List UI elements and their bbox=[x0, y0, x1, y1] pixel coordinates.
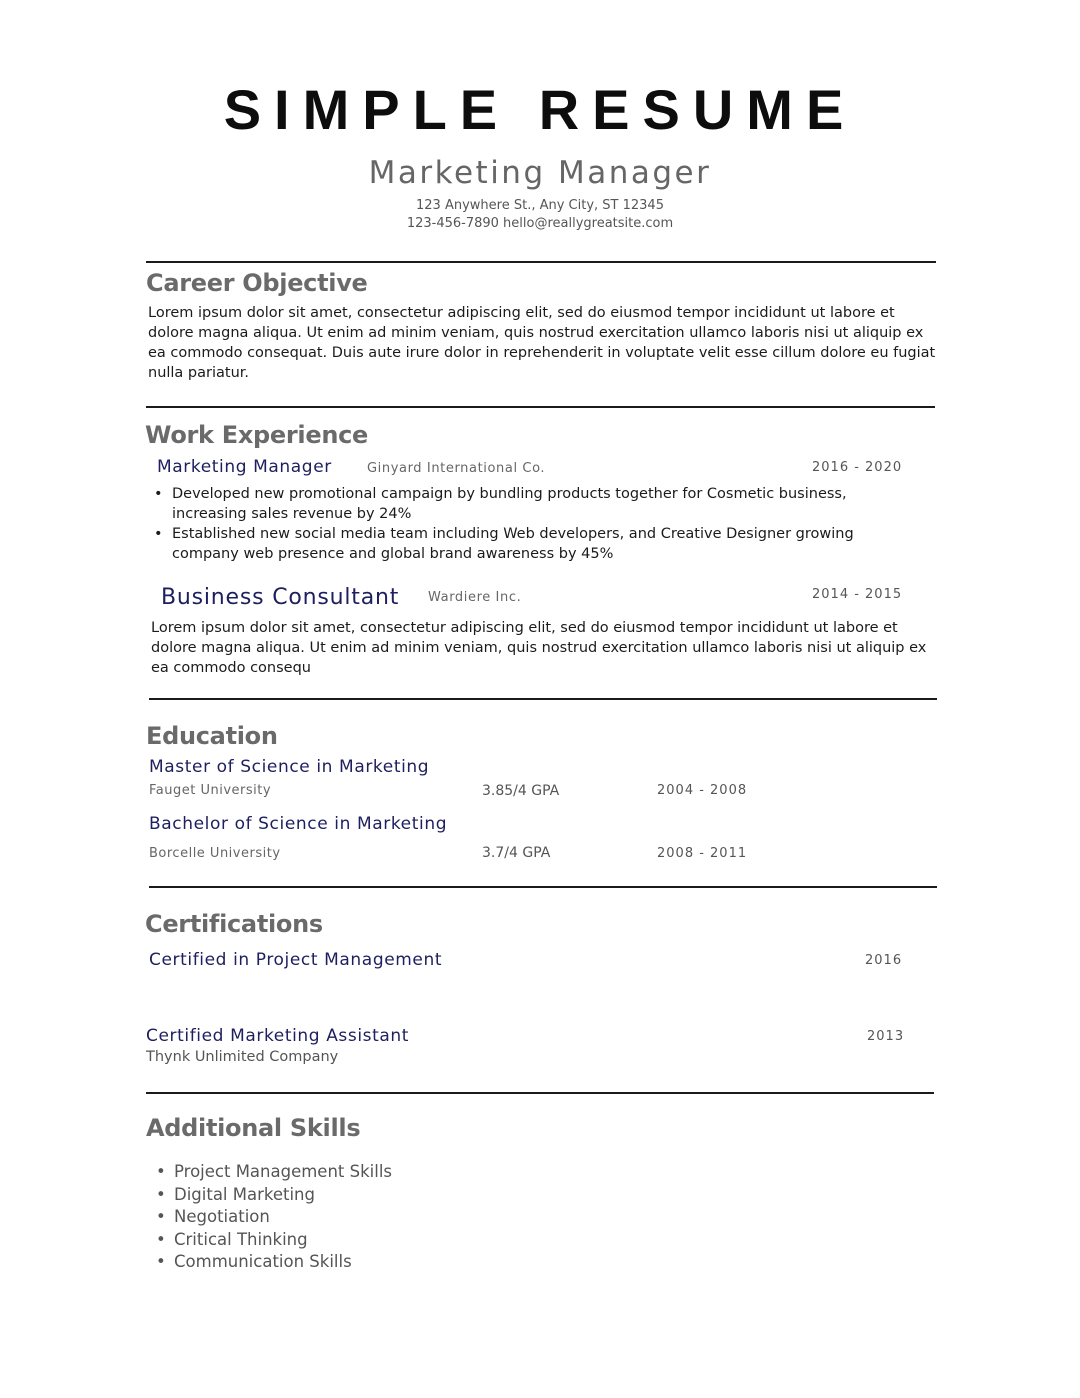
list-item: • Project Management Skills bbox=[156, 1162, 393, 1181]
section-heading-work-experience: Work Experience bbox=[145, 421, 369, 449]
list-item: • Established new social media team including Web developers, and Creative Designer growing company web presence and global brand awareness by 45% bbox=[154, 526, 854, 562]
contact-phone-email: 123-456-7890 hello@reallygreatsite.com bbox=[406, 216, 674, 231]
education-gpa: 3.85/4 GPA bbox=[482, 783, 560, 799]
career-objective-text: Lorem ipsum dolor sit amet, consectetur adipiscing elit, sed do eiusmod tempor incididunt ut labore et dolore magna aliqua. Ut enim ad minim veniam, quis nostrud exercitation ullamco laboris nisi ut aliquip ex ea commodo consequat. Duis aute irure dolor in reprehenderit in voluptate velit esse cillum dolore eu fugiat nulla pariatur. bbox=[148, 305, 936, 381]
list-item: • Developed new promotional campaign by bundling products together for Cosmetic business, increasing sales revenue by 24% bbox=[154, 486, 847, 522]
divider bbox=[149, 698, 937, 700]
education-school: Borcelle University bbox=[149, 846, 281, 861]
certification-year: 2013 bbox=[867, 1029, 905, 1044]
section-heading-additional-skills: Additional Skills bbox=[146, 1114, 361, 1142]
job-company: Wardiere Inc. bbox=[428, 590, 522, 605]
divider bbox=[146, 261, 936, 263]
certification-name: Certified in Project Management bbox=[149, 950, 443, 970]
education-dates: 2008 - 2011 bbox=[657, 846, 748, 861]
section-heading-education: Education bbox=[146, 722, 278, 750]
divider bbox=[146, 406, 935, 408]
certification-issuer: Thynk Unlimited Company bbox=[146, 1049, 339, 1065]
job-dates: 2016 - 2020 bbox=[812, 460, 903, 475]
section-heading-career-objective: Career Objective bbox=[146, 269, 368, 297]
section-heading-certifications: Certifications bbox=[145, 910, 323, 938]
contact-address: 123 Anywhere St., Any City, ST 12345 bbox=[416, 198, 664, 213]
divider bbox=[149, 886, 937, 888]
education-degree: Master of Science in Marketing bbox=[149, 757, 430, 777]
resume-name: SIMPLE RESUME bbox=[223, 78, 857, 141]
job-title: Marketing Manager bbox=[157, 457, 332, 477]
job-company: Ginyard International Co. bbox=[367, 461, 546, 476]
job-dates: 2014 - 2015 bbox=[812, 587, 903, 602]
certification-year: 2016 bbox=[865, 953, 903, 968]
resume-role: Marketing Manager bbox=[368, 155, 712, 191]
skills-list bbox=[146, 1161, 646, 1274]
job-title: Business Consultant bbox=[161, 585, 400, 610]
list-item: • Negotiation bbox=[156, 1207, 270, 1226]
education-dates: 2004 - 2008 bbox=[657, 783, 748, 798]
list-item: • Critical Thinking bbox=[156, 1229, 308, 1249]
job-achievements-list bbox=[150, 484, 920, 564]
divider bbox=[146, 1092, 934, 1094]
education-school: Fauget University bbox=[149, 783, 272, 798]
education-gpa: 3.7/4 GPA bbox=[482, 845, 551, 861]
certification-name: Certified Marketing Assistant bbox=[146, 1026, 410, 1046]
list-item: • Digital Marketing bbox=[156, 1184, 315, 1204]
education-degree: Bachelor of Science in Marketing bbox=[149, 814, 448, 834]
list-item: • Communication Skills bbox=[156, 1252, 352, 1271]
job-description: Lorem ipsum dolor sit amet, consectetur adipiscing elit, sed do eiusmod tempor incididunt ut labore et dolore magna aliqua. Ut enim ad minim veniam, quis nostrud exercitation ullamco laboris nisi ut aliquip ex ea commodo consequ bbox=[151, 620, 927, 676]
